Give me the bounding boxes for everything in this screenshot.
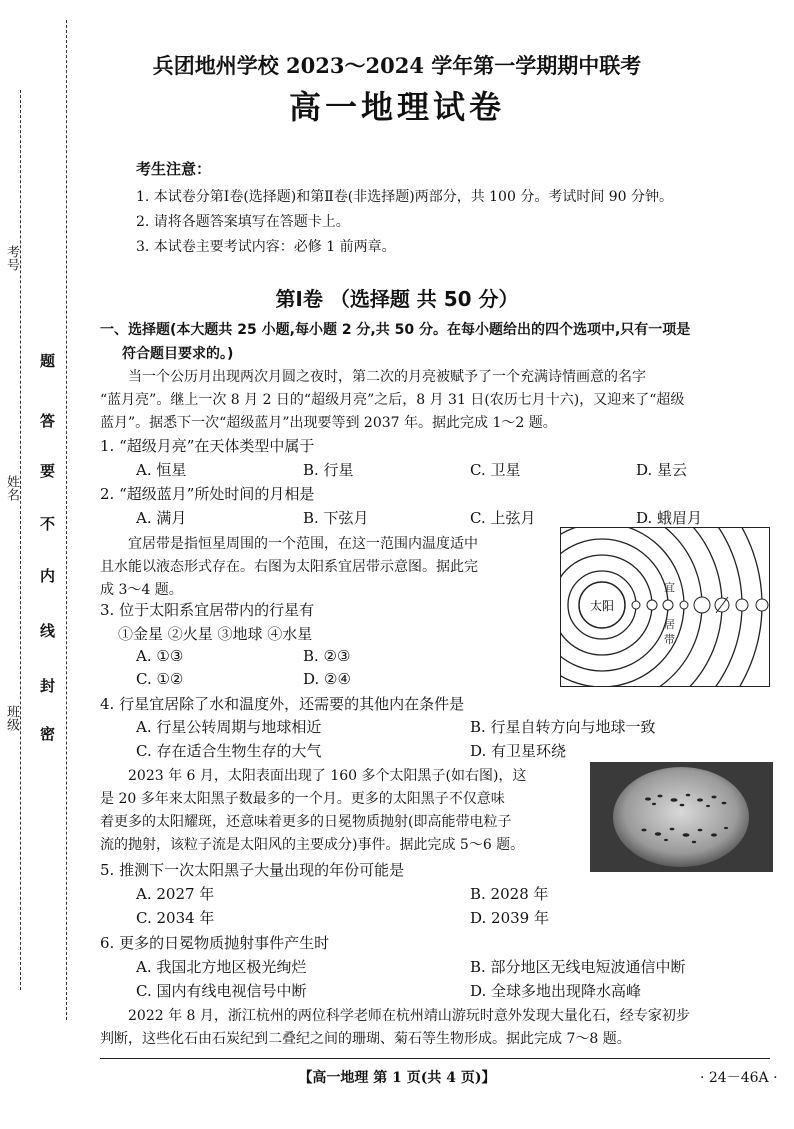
- q5-option-c: C. 2034 年: [136, 909, 215, 927]
- notice-item-2: 2. 请将各题答案填写在答题卡上。: [136, 214, 350, 230]
- q5-option-d: D. 2039 年: [470, 909, 549, 927]
- planet-uranus: [736, 599, 748, 611]
- sun-disk: [613, 767, 749, 867]
- q1-option-c: C. 卫星: [470, 461, 521, 479]
- seal-char-ti: 题: [40, 352, 56, 370]
- q4-option-b: B. 行星自转方向与地球一致: [470, 718, 656, 736]
- q3-option-d: D. ②④: [303, 670, 351, 688]
- planet-earth: [663, 600, 673, 610]
- q1-option-d: D. 星云: [636, 461, 688, 479]
- passage-4-line: 判断，这些化石由石炭纪到二叠纪之间的珊瑚、菊石等生物形成。据此完成 7～8 题。: [100, 1031, 631, 1047]
- passage-1-line: 当一个公历月出现两次月圆之夜时，第二次的月亮被赋予了一个充满诗情画意的名字: [128, 369, 646, 385]
- passage-3-line: 流的抛射，该粒子流是太阳风的主要成分)事件。据此完成 5～6 题。: [100, 837, 525, 853]
- exam-title: 兵团地州学校 2023～2024 学年第一学期期中联考: [152, 53, 642, 78]
- planet-mars: [680, 601, 688, 609]
- q1-option-a: A. 恒星: [136, 461, 187, 479]
- page-footer: 【高一地理 第 1 页(共 4 页)】: [298, 1070, 496, 1086]
- passage-2-line: 且水能以液态形式存在。右图为太阳系宜居带示意图。据此完: [100, 559, 478, 575]
- seal-char-mi: 密: [40, 725, 56, 743]
- zone-char-3: 带: [664, 633, 675, 646]
- section-instructions: 一、选择题(本大题共 25 小题,每小题 2 分,共 50 分。在每小题给出的四个选项中,只有一项是: [100, 322, 691, 338]
- question-4-stem: 4. 行星宜居除了水和温度外，还需要的其他内在条件是: [100, 695, 465, 713]
- passage-1-line: “蓝月亮”。继上一次 8 月 2 日的“超级月亮”之后，8 月 31 日(农历七月十六)，又迎来了“超级: [100, 392, 685, 408]
- paper-title: 高一地理试卷: [288, 88, 505, 126]
- sunspot-photo: [590, 762, 773, 872]
- question-5-stem: 5. 推测下一次太阳黑子大量出现的年份可能是: [100, 861, 405, 879]
- seal-char-yao: 要: [40, 462, 56, 480]
- planet-venus: [647, 600, 657, 610]
- q2-option-b: B. 下弦月: [303, 509, 369, 527]
- notice-item-3: 3. 本试卷主要考试内容：必修 1 前两章。: [136, 239, 396, 255]
- q6-option-a: A. 我国北方地区极光绚烂: [136, 958, 307, 976]
- q5-option-b: B. 2028 年: [470, 885, 549, 903]
- passage-1-line: 蓝月”。据悉下一次“超级蓝月”出现要等到 2037 年。据此完成 1～2 题。: [100, 415, 557, 431]
- planet-neptune: [756, 599, 768, 611]
- passage-4-line: 2022 年 8 月，浙江杭州的两位科学老师在杭州靖山游玩时意外发现大量化石，经专家初步: [128, 1008, 690, 1024]
- footer-rule: [100, 1058, 770, 1059]
- question-6-stem: 6. 更多的日冕物质抛射事件产生时: [100, 934, 330, 952]
- q2-option-d: D. 蛾眉月: [636, 509, 703, 527]
- passage-3-line: 是 20 多年来太阳黑子数最多的一个月。更多的太阳黑子不仅意味: [100, 791, 505, 807]
- notice-item-1: 1. 本试卷分第Ⅰ卷(选择题)和第Ⅱ卷(非选择题)两部分，共 100 分。考试时间 90 分钟。: [136, 189, 674, 205]
- question-1-stem: 1. “超级月亮”在天体类型中属于: [100, 437, 315, 455]
- section-title: 第Ⅰ卷 （选择题 共 50 分）: [275, 287, 519, 311]
- q1-option-b: B. 行星: [303, 461, 354, 479]
- seal-char-nei: 内: [40, 567, 56, 585]
- planet-jupiter: [694, 597, 710, 613]
- passage-3-line: 着更多的太阳耀斑，还意味着更多的日冕物质抛射(即高能带电粒子: [100, 814, 512, 830]
- class-label: 班级: [4, 705, 19, 731]
- q2-option-c: C. 上弦月: [470, 509, 536, 527]
- q3-option-b: B. ②③: [303, 647, 351, 665]
- q2-option-a: A. 满月: [136, 509, 187, 527]
- margin-seal-line: [66, 20, 67, 1020]
- sun-label: 太阳: [589, 599, 615, 613]
- planet-mercury: [632, 601, 640, 609]
- q3-choices: ①金星 ②火星 ③地球 ④水星: [118, 625, 313, 643]
- habitable-zone-figure: [560, 527, 770, 687]
- zone-char-2: 居: [664, 618, 675, 631]
- seal-char-da: 答: [40, 412, 56, 430]
- passage-3-line: 2023 年 6 月，太阳表面出现了 160 多个太阳黑子(如右图)，这: [128, 768, 527, 784]
- passage-2-line: 宜居带是指恒星周围的一个范围，在这一范围内温度适中: [128, 536, 478, 552]
- paper-code: · 24－46A ·: [700, 1070, 778, 1086]
- zone-char-1: 宜: [664, 581, 675, 594]
- question-2-stem: 2. “超级蓝月”所处时间的月相是: [100, 485, 315, 503]
- q4-option-a: A. 行星公转周期与地球相近: [136, 718, 322, 736]
- seal-char-bu: 不: [40, 515, 56, 533]
- q6-option-d: D. 全球多地出现降水高峰: [470, 982, 642, 1000]
- q6-option-c: C. 国内有线电视信号中断: [136, 982, 307, 1000]
- name-label: 姓名: [4, 475, 19, 501]
- seal-char-xian: 线: [40, 622, 56, 640]
- q4-option-c: C. 存在适合生物生存的大气: [136, 742, 322, 760]
- seal-char-feng: 封: [40, 677, 56, 695]
- question-3-stem: 3. 位于太阳系宜居带内的行星有: [100, 601, 315, 619]
- q6-option-b: B. 部分地区无线电短波通信中断: [470, 958, 686, 976]
- q4-option-d: D. 有卫星环绕: [470, 742, 567, 760]
- q3-option-c: C. ①②: [136, 670, 184, 688]
- exam-no-label: 考号: [4, 245, 19, 271]
- q3-option-a: A. ①③: [136, 647, 184, 665]
- section-instructions-cont: 符合题目要求的。): [122, 346, 234, 362]
- notice-heading: 考生注意：: [136, 160, 212, 178]
- margin-dash-line: [20, 90, 21, 990]
- passage-2-line: 成 3～4 题。: [100, 582, 183, 598]
- q5-option-a: A. 2027 年: [136, 885, 215, 903]
